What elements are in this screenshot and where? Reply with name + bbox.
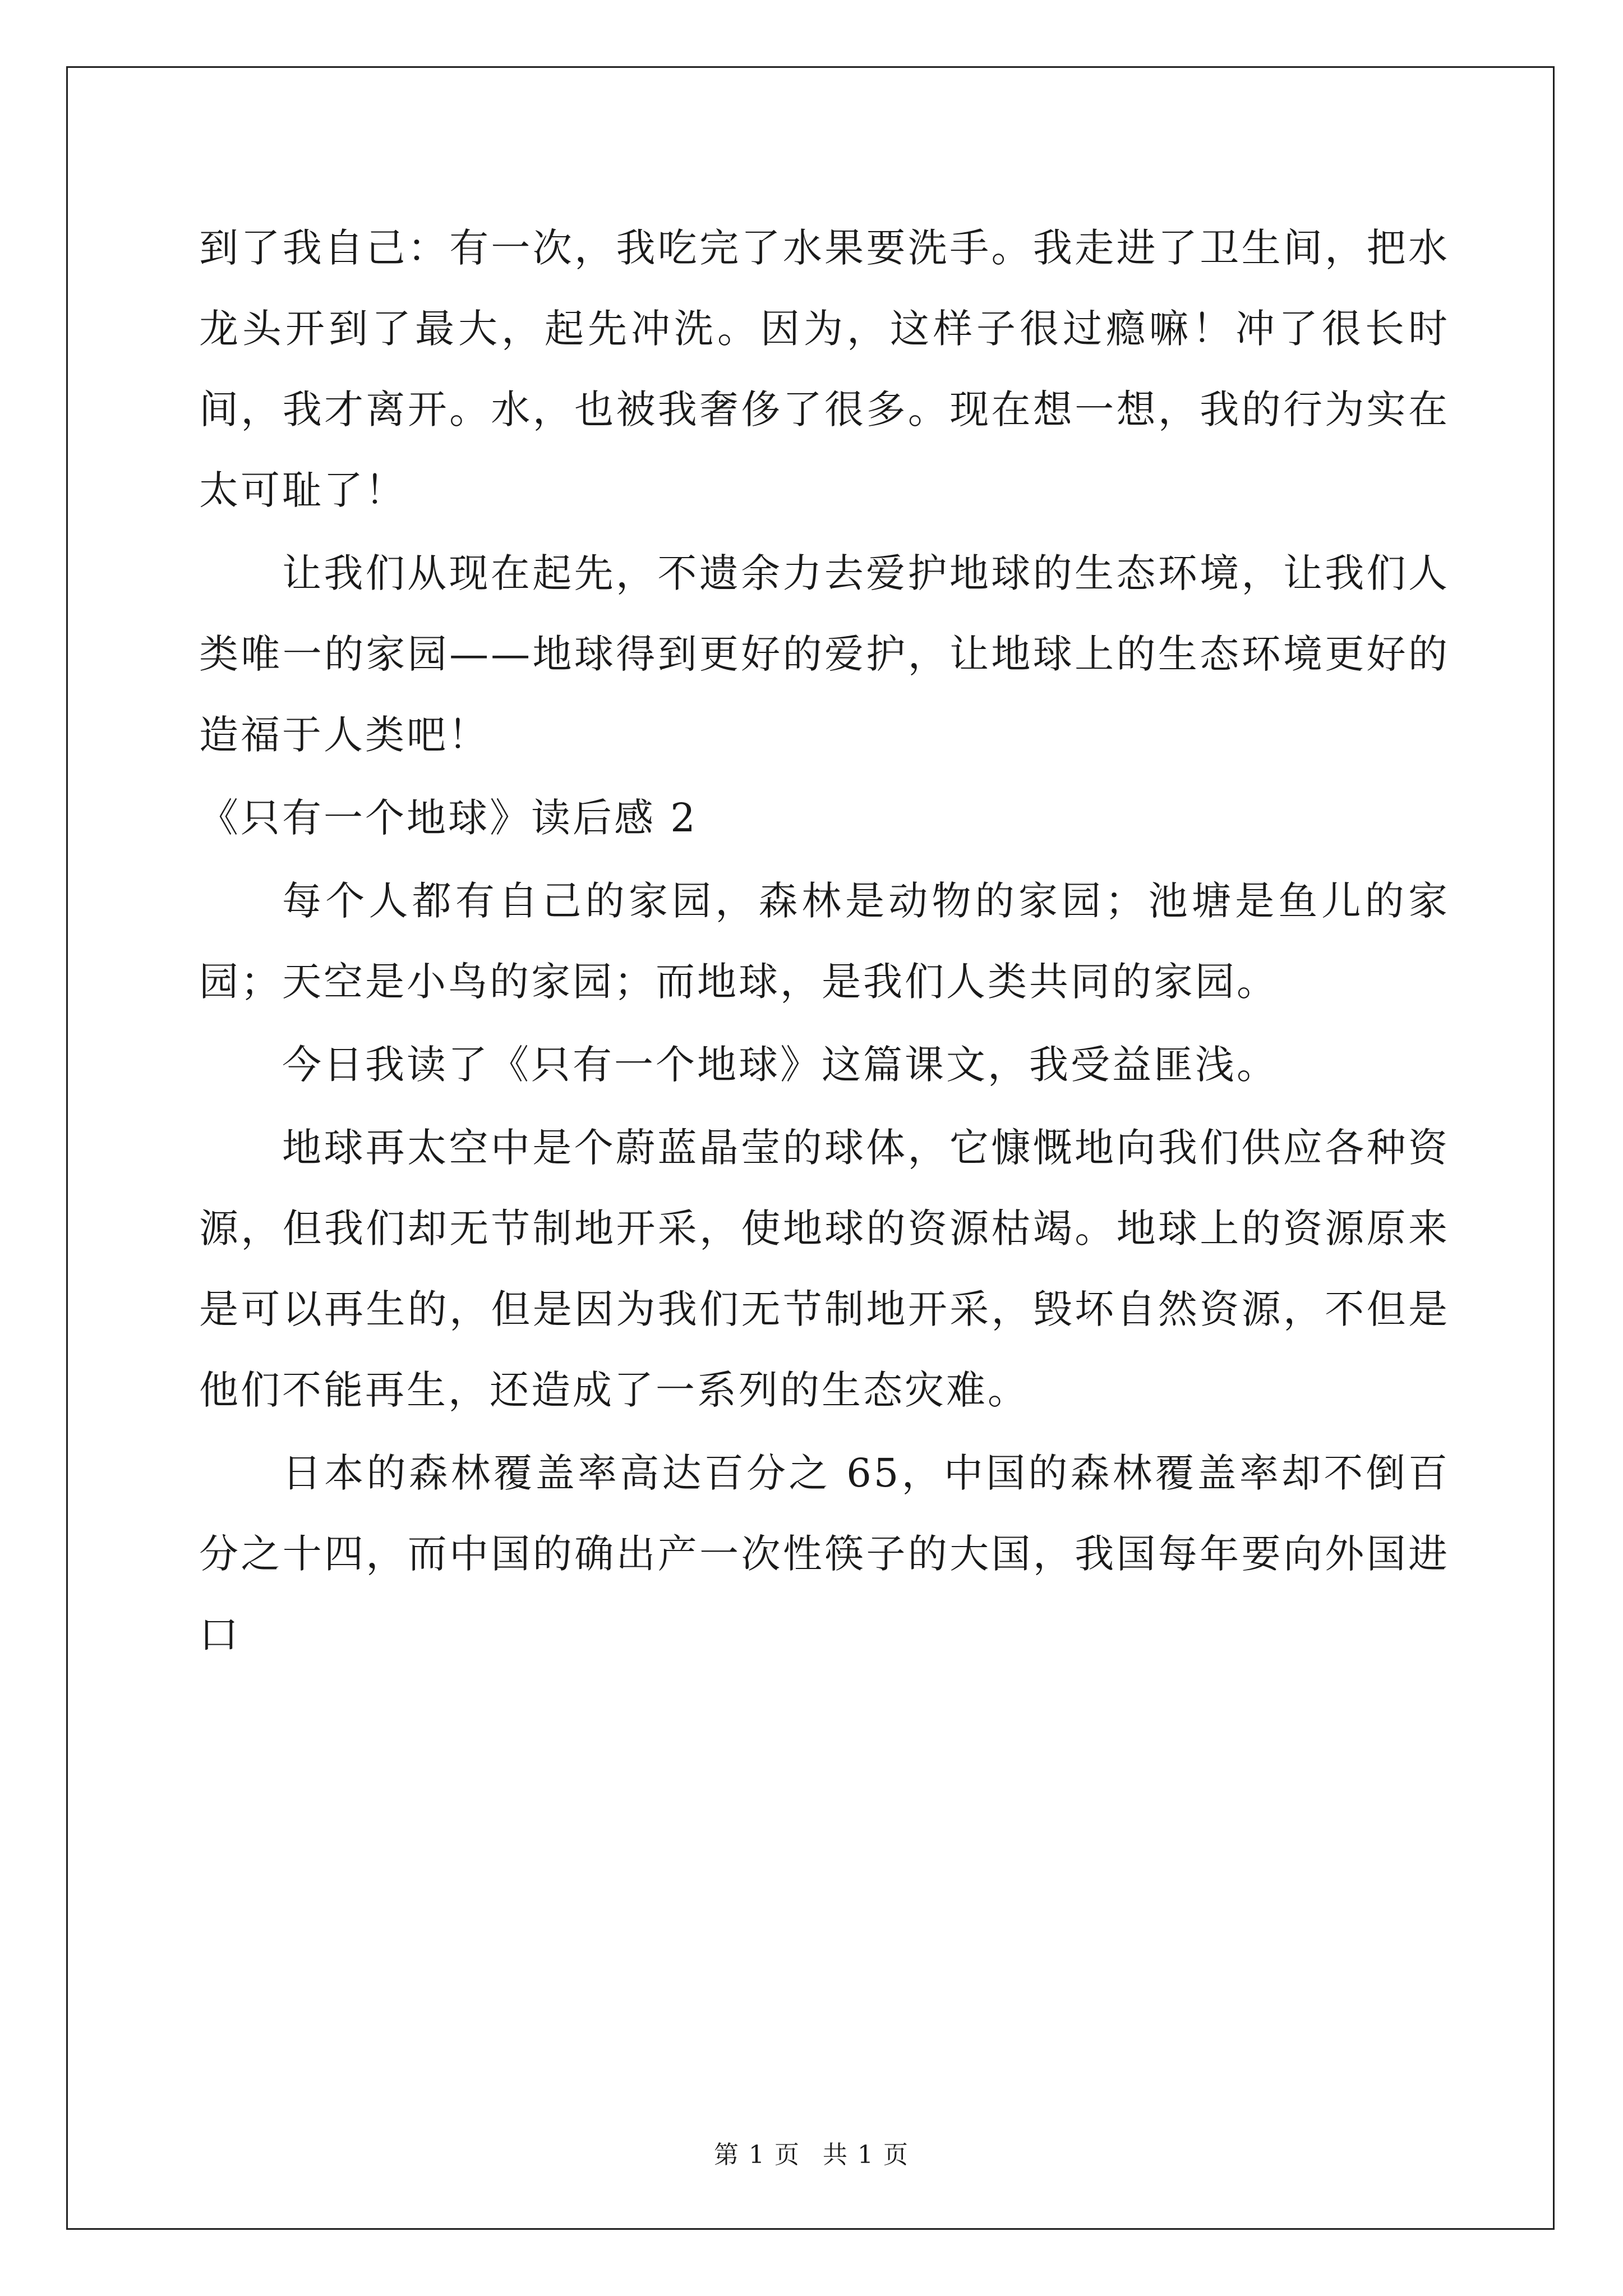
paragraph-5: 地球再太空中是个蔚蓝晶莹的球体，它慷慨地向我们供应各种资源，但我们却无节制地开采，使地球的资源枯竭。地球上的资源原来是可以再生的，但是因为我们无节制地开采，毁坏自然资源，不但是他们不能再生，还造成了一系列的生态灾难。 [199, 1125, 1450, 1413]
paragraph-4: 今日我读了《只有一个地球》这篇课文，我受益匪浅。 [282, 1042, 1278, 1088]
paragraph-1: 到了我自己：有一次，我吃完了水果要洗手。我走进了卫生间，把水龙头开到了最大，起先冲洗。因为，这样子很过瘾嘛！冲了很长时间，我才离开。水，也被我奢侈了很多。现在想一想，我的行为实在太可耻了！ [199, 225, 1450, 513]
page-number: 第 1 页 [714, 2141, 800, 2169]
document-body [199, 208, 1450, 1675]
paragraph-3: 每个人都有自己的家园，森林是动物的家园；池塘是鱼儿的家园；天空是小鸟的家园；而地球，是我们人类共同的家园。 [199, 878, 1450, 1005]
section-title: 《只有一个地球》读后感 2 [199, 795, 698, 841]
paragraph-2: 让我们从现在起先，不遗余力去爱护地球的生态环境，让我们人类唯一的家园——地球得到更好的爱护，让地球上的生态环境更好的造福于人类吧！ [199, 550, 1450, 758]
paragraph-6: 日本的森林覆盖率高达百分之 65，中国的森林覆盖率却不倒百分之十四，而中国的确出产一次性筷子的大国，我国每年要向外国进口 [199, 1450, 1450, 1658]
page-footer [0, 2134, 1623, 2170]
page-total: 共 1 页 [823, 2141, 909, 2169]
